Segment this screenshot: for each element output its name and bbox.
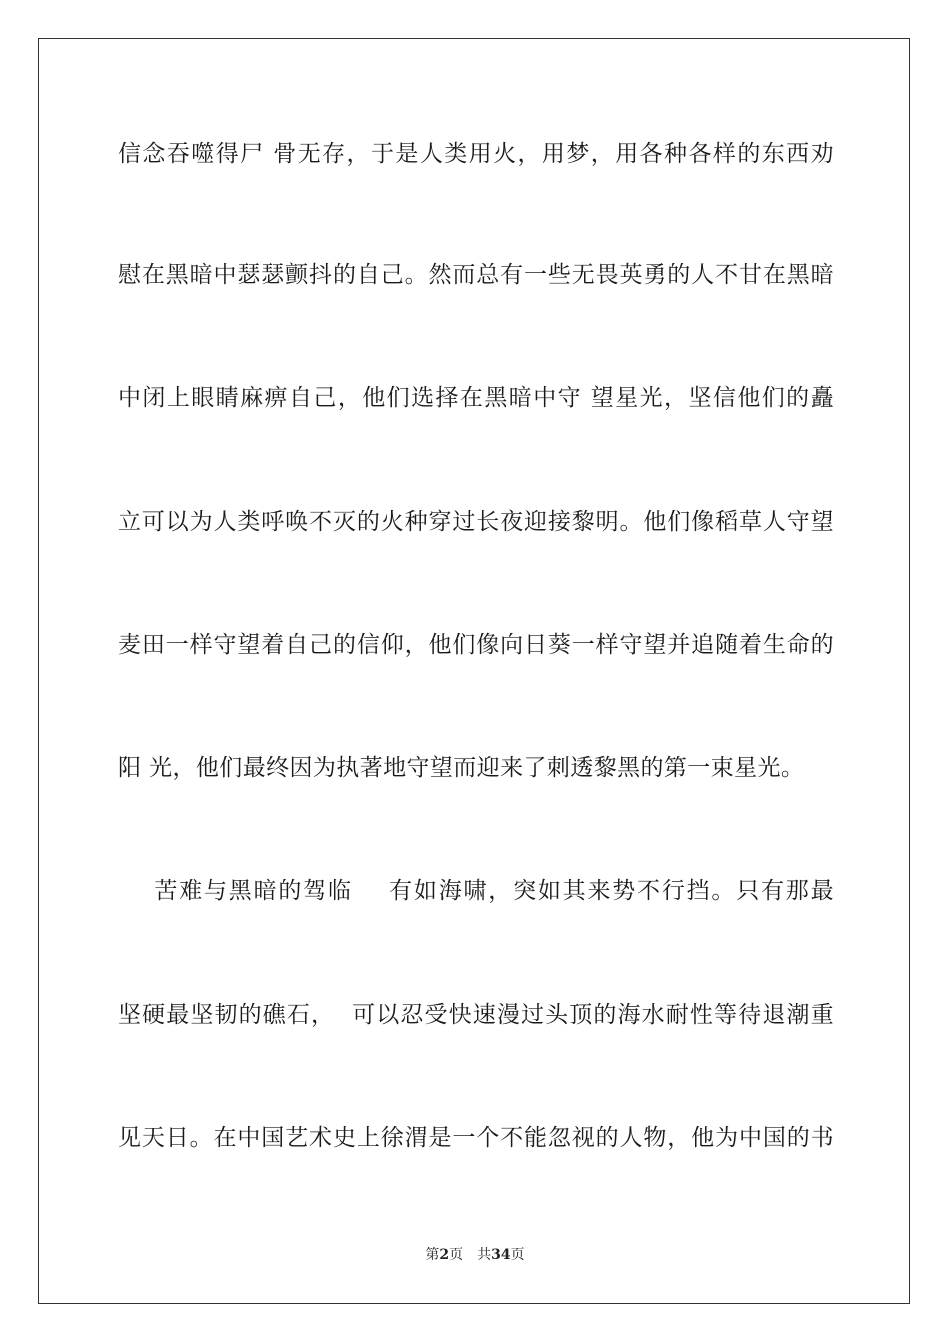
- total-page-count: 34: [491, 1247, 511, 1263]
- text-line: 慰在黑暗中瑟瑟颤抖的自己。然而总有一些无畏英勇的人不甘在黑暗: [118, 262, 834, 288]
- text-line: 立可以为人类呼唤不灭的火种穿过长夜迎接黎明。他们像稻草人守望: [118, 509, 834, 535]
- text-line: 中闭上眼睛麻痹自己，他们选择在黑暗中守 望星光，坚信他们的矗: [118, 385, 834, 411]
- total-prefix: 共: [477, 1247, 492, 1263]
- current-page-number: 2: [439, 1247, 450, 1263]
- page-border: [38, 38, 910, 1304]
- text-line: 麦田一样守望着自己的信仰，他们像向日葵一样守望并追随着生命的: [118, 632, 834, 658]
- text-line: 苦难与黑暗的驾临 有如海啸，突如其来势不行挡。只有那最: [118, 878, 834, 904]
- text-line: 见天日。在中国艺术史上徐渭是一个不能忽视的人物，他为中国的书: [118, 1125, 834, 1151]
- text-line: 信念吞噬得尸 骨无存，于是人类用火，用梦，用各种各样的东西劝: [118, 141, 834, 167]
- text-line: 阳 光，他们最终因为执著地守望而迎来了刺透黎黑的第一束星光。: [118, 755, 805, 781]
- page-suffix: 页: [449, 1247, 464, 1263]
- total-suffix: 页: [510, 1247, 525, 1263]
- page-prefix: 第: [425, 1247, 440, 1263]
- page-footer: [0, 1246, 950, 1264]
- text-line: 坚硬最坚韧的礁石， 可以忍受快速漫过头顶的海水耐性等待退潮重: [118, 1002, 834, 1028]
